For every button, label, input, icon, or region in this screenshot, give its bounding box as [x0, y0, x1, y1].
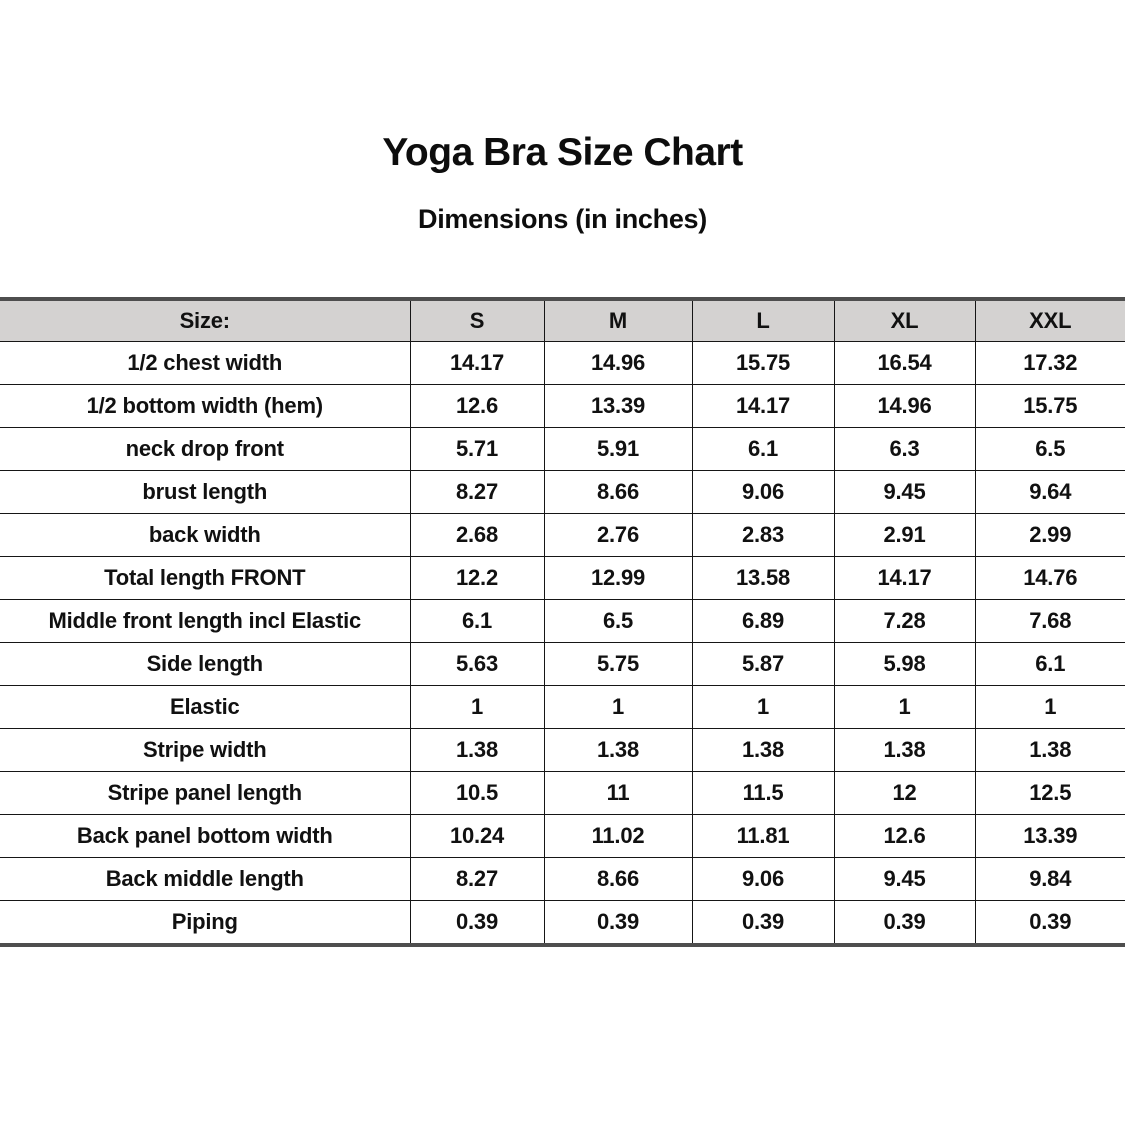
cell-value: 8.66: [544, 858, 692, 901]
cell-value: 14.17: [410, 342, 544, 385]
row-label: Stripe width: [0, 729, 410, 772]
row-label: 1/2 chest width: [0, 342, 410, 385]
cell-value: 14.17: [692, 385, 834, 428]
cell-value: 6.1: [692, 428, 834, 471]
cell-value: 11.5: [692, 772, 834, 815]
table-row: [0, 385, 1125, 428]
table-row: [0, 342, 1125, 385]
cell-value: 1: [410, 686, 544, 729]
cell-value: 15.75: [975, 385, 1125, 428]
cell-value: 12.2: [410, 557, 544, 600]
page-title: Yoga Bra Size Chart: [382, 131, 743, 174]
cell-value: 0.39: [410, 901, 544, 946]
cell-value: 6.3: [834, 428, 975, 471]
header-col-xxl: XXL: [975, 299, 1125, 342]
cell-value: 10.5: [410, 772, 544, 815]
cell-value: 12.5: [975, 772, 1125, 815]
cell-value: 0.39: [544, 901, 692, 946]
cell-value: 5.71: [410, 428, 544, 471]
cell-value: 13.58: [692, 557, 834, 600]
cell-value: 9.64: [975, 471, 1125, 514]
cell-value: 2.76: [544, 514, 692, 557]
cell-value: 12.6: [834, 815, 975, 858]
row-label: back width: [0, 514, 410, 557]
cell-value: 13.39: [544, 385, 692, 428]
cell-value: 2.83: [692, 514, 834, 557]
cell-value: 12.6: [410, 385, 544, 428]
cell-value: 2.99: [975, 514, 1125, 557]
cell-value: 7.28: [834, 600, 975, 643]
cell-value: 1.38: [834, 729, 975, 772]
header-col-l: L: [692, 299, 834, 342]
cell-value: 5.87: [692, 643, 834, 686]
cell-value: 5.91: [544, 428, 692, 471]
cell-value: 5.63: [410, 643, 544, 686]
cell-value: 9.45: [834, 471, 975, 514]
cell-value: 6.5: [975, 428, 1125, 471]
cell-value: 6.1: [975, 643, 1125, 686]
row-label: brust length: [0, 471, 410, 514]
cell-value: 16.54: [834, 342, 975, 385]
row-label: 1/2 bottom width (hem): [0, 385, 410, 428]
cell-value: 11: [544, 772, 692, 815]
cell-value: 9.06: [692, 471, 834, 514]
cell-value: 1: [975, 686, 1125, 729]
cell-value: 13.39: [975, 815, 1125, 858]
cell-value: 1.38: [975, 729, 1125, 772]
cell-value: 8.27: [410, 471, 544, 514]
cell-value: 1: [544, 686, 692, 729]
cell-value: 14.96: [544, 342, 692, 385]
table-row: [0, 729, 1125, 772]
cell-value: 1: [692, 686, 834, 729]
cell-value: 5.75: [544, 643, 692, 686]
cell-value: 14.96: [834, 385, 975, 428]
table-row: [0, 643, 1125, 686]
cell-value: 14.76: [975, 557, 1125, 600]
row-label: Middle front length incl Elastic: [0, 600, 410, 643]
row-label: Side length: [0, 643, 410, 686]
size-chart-table: [0, 297, 1125, 947]
cell-value: 14.17: [834, 557, 975, 600]
cell-value: 0.39: [975, 901, 1125, 946]
cell-value: 17.32: [975, 342, 1125, 385]
cell-value: 15.75: [692, 342, 834, 385]
table-row: [0, 686, 1125, 729]
header-row: [0, 299, 1125, 342]
header-col-s: S: [410, 299, 544, 342]
cell-value: 10.24: [410, 815, 544, 858]
row-label: Elastic: [0, 686, 410, 729]
cell-value: 7.68: [975, 600, 1125, 643]
cell-value: 12: [834, 772, 975, 815]
row-label: Total length FRONT: [0, 557, 410, 600]
table-row: [0, 600, 1125, 643]
row-label: Stripe panel length: [0, 772, 410, 815]
cell-value: 2.68: [410, 514, 544, 557]
table-row: [0, 428, 1125, 471]
table-row: [0, 858, 1125, 901]
cell-value: 1.38: [410, 729, 544, 772]
cell-value: 8.27: [410, 858, 544, 901]
cell-value: 11.81: [692, 815, 834, 858]
cell-value: 1: [834, 686, 975, 729]
cell-value: 0.39: [692, 901, 834, 946]
cell-value: 9.45: [834, 858, 975, 901]
header-size-label: Size:: [0, 299, 410, 342]
row-label: Piping: [0, 901, 410, 946]
table-row: [0, 772, 1125, 815]
cell-value: 1.38: [544, 729, 692, 772]
table-row: [0, 815, 1125, 858]
header-col-xl: XL: [834, 299, 975, 342]
cell-value: 12.99: [544, 557, 692, 600]
cell-value: 5.98: [834, 643, 975, 686]
cell-value: 6.89: [692, 600, 834, 643]
table-row: [0, 557, 1125, 600]
cell-value: 11.02: [544, 815, 692, 858]
cell-value: 9.06: [692, 858, 834, 901]
row-label: Back middle length: [0, 858, 410, 901]
cell-value: 2.91: [834, 514, 975, 557]
cell-value: 1.38: [692, 729, 834, 772]
row-label: Back panel bottom width: [0, 815, 410, 858]
header-col-m: M: [544, 299, 692, 342]
table-row: [0, 901, 1125, 946]
table-row: [0, 514, 1125, 557]
cell-value: 0.39: [834, 901, 975, 946]
table-row: [0, 471, 1125, 514]
cell-value: 8.66: [544, 471, 692, 514]
row-label: neck drop front: [0, 428, 410, 471]
page-subtitle: Dimensions (in inches): [418, 204, 707, 234]
cell-value: 6.1: [410, 600, 544, 643]
cell-value: 9.84: [975, 858, 1125, 901]
cell-value: 6.5: [544, 600, 692, 643]
